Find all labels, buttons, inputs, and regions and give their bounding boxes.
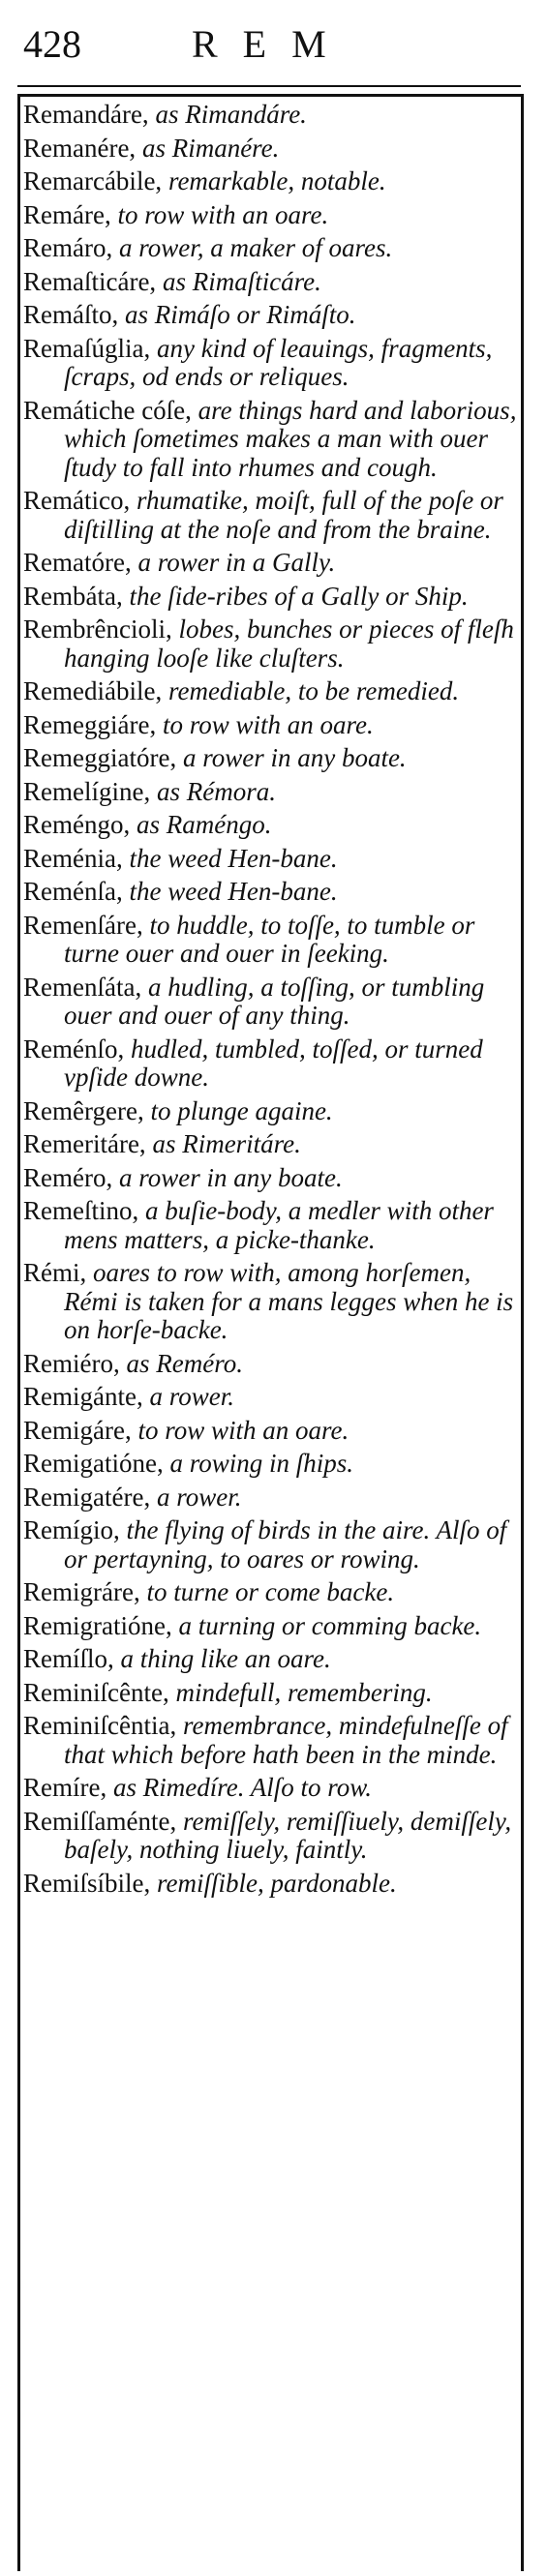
dictionary-entry	[23, 1483, 517, 1513]
entry-definition: oares to row with, among horſemen, Rémi is taken for a mans legges when he is on horſe-backe.	[64, 1258, 514, 1344]
dictionary-entry	[23, 549, 517, 578]
entry-definition: a turning or comming backe.	[171, 1610, 482, 1640]
entry-headword: Remíſlo,	[23, 1644, 114, 1673]
dictionary-entry	[23, 1383, 517, 1412]
dictionary-entry	[23, 912, 517, 969]
dictionary-entry	[23, 1774, 517, 1803]
dictionary-entry	[23, 268, 517, 297]
entry-definition: remiſſible, pardonable.	[150, 1868, 397, 1898]
dictionary-entry	[23, 1197, 517, 1254]
dictionary-entry	[23, 1578, 517, 1607]
entry-definition: as Rimandáre.	[148, 100, 307, 129]
entry-definition: to row with an oare.	[110, 199, 329, 229]
entry-definition: remembrance, mindefulneſſe of that which before hath been in the minde.	[64, 1711, 508, 1769]
dictionary-entry	[23, 1516, 517, 1573]
entry-definition: a rower in any boate.	[176, 743, 407, 772]
dictionary-entry	[23, 487, 517, 544]
entry-definition: as Rimaſticáre.	[156, 266, 321, 296]
entry-definition: to turne or come backe.	[139, 1577, 395, 1606]
dictionary-entry	[23, 301, 517, 330]
dictionary-entry	[23, 101, 517, 130]
entry-definition: to plunge againe.	[143, 1095, 333, 1125]
entry-headword: Reméro,	[23, 1162, 113, 1192]
entry-definition: to huddle, to toſſe, to tumble or turne ouer and ouer in ſeeking.	[64, 910, 475, 968]
entry-headword: Remaſticáre,	[23, 266, 157, 296]
dictionary-entry	[23, 1645, 517, 1674]
entry-definition: a hudling, a toſſing, or tumbling ouer and ouer of any thing.	[64, 972, 485, 1030]
dictionary-entry	[23, 335, 517, 392]
entry-definition: to row with an oare.	[131, 1415, 349, 1445]
entry-headword: Rembáta,	[23, 581, 123, 611]
entry-headword: Remediábile,	[23, 676, 163, 705]
entry-definition: a thing like an oare.	[113, 1644, 331, 1673]
entry-definition: to row with an oare.	[156, 709, 374, 739]
entry-headword: Remáſto,	[23, 300, 119, 329]
entry-headword: Remáro,	[23, 233, 113, 262]
entry-headword: Remiſsíbile,	[23, 1868, 151, 1898]
entry-definition: a rowing in ſhips.	[163, 1449, 353, 1478]
entry-definition: lobes, bunches or pieces of fleſh hanging looſe like cluſters.	[64, 614, 514, 673]
entry-headword: Remaſúglia,	[23, 333, 151, 363]
dictionary-entry	[23, 201, 517, 230]
entry-headword: Remiſſaménte,	[23, 1806, 177, 1836]
entry-definition: a rower, a maker of oares.	[112, 233, 393, 262]
entry-definition: as Rimedíre. Alſo to row.	[106, 1773, 372, 1802]
column-top-rule	[17, 94, 521, 97]
entry-definition: as Rimeritáre.	[145, 1129, 301, 1158]
entry-definition: any kind of leauings, fragments, ſcraps, od ends or reliques.	[64, 333, 493, 391]
entry-definition: remiſſely, remiſſiuely, demiſſely, baſely, nothing liuely, faintly.	[64, 1806, 512, 1864]
entry-headword: Remígio,	[23, 1515, 120, 1544]
entry-definition: the weed Hen-bane.	[122, 877, 338, 906]
dictionary-entry	[23, 1417, 517, 1446]
dictionary-entry	[23, 744, 517, 773]
entry-headword: Remeggiáre,	[23, 709, 157, 739]
entry-definition: the weed Hen-bane.	[122, 843, 338, 873]
entry-headword: Reminiſcêntia,	[23, 1711, 177, 1740]
entry-headword: Remarcábile,	[23, 166, 163, 195]
entry-headword: Remanére,	[23, 133, 137, 163]
entry-headword: Remigatére,	[23, 1482, 151, 1512]
entry-headword: Reméngo,	[23, 810, 131, 839]
entry-definition: as Reméro.	[119, 1348, 243, 1378]
entry-headword: Remigatióne,	[23, 1449, 164, 1478]
running-head: REM	[192, 22, 351, 66]
entry-list	[23, 101, 517, 1902]
dictionary-entry	[23, 811, 517, 840]
dictionary-entry	[23, 135, 517, 164]
entry-headword: Reminiſcênte,	[23, 1677, 169, 1707]
entry-definition: remarkable, notable.	[162, 166, 386, 195]
dictionary-entry	[23, 1712, 517, 1769]
dictionary-entry	[23, 845, 517, 874]
entry-headword: Rembrêncioli,	[23, 614, 172, 644]
dictionary-entry	[23, 778, 517, 807]
dictionary-entry	[23, 1808, 517, 1865]
entry-definition: remediable, to be remedied.	[162, 676, 460, 705]
entry-headword: Remeſtino,	[23, 1196, 139, 1225]
entry-definition: a rower.	[150, 1482, 242, 1512]
dictionary-entry	[23, 1612, 517, 1641]
dictionary-entry	[23, 234, 517, 263]
entry-headword: Remandáre,	[23, 100, 149, 129]
entry-headword: Reménſo,	[23, 1033, 125, 1063]
entry-headword: Remigáre,	[23, 1415, 132, 1445]
dictionary-entry	[23, 677, 517, 706]
entry-definition: a rower in a Gally.	[131, 548, 336, 577]
dictionary-entry	[23, 711, 517, 740]
entry-headword: Remenſáre,	[23, 910, 143, 940]
dictionary-entry	[23, 1130, 517, 1159]
entry-headword: Rémi,	[23, 1258, 87, 1287]
entry-headword: Remeggiatóre,	[23, 743, 177, 772]
entry-definition: as Rimáſo or Rimáſto.	[118, 300, 356, 329]
dictionary-entry	[23, 1450, 517, 1479]
entry-headword: Remigánte,	[23, 1382, 143, 1411]
entry-definition: mindefull, remembering.	[168, 1677, 433, 1707]
page-header	[17, 12, 536, 79]
entry-definition: the flying of birds in the aire. Alſo of or pertayning, to oares or rowing.	[64, 1515, 507, 1573]
dictionary-entry	[23, 1679, 517, 1708]
entry-headword: Remêrgere,	[23, 1095, 144, 1125]
entry-headword: Reménſa,	[23, 877, 123, 906]
entry-headword: Remenſáta,	[23, 972, 142, 1002]
column-right-rule	[521, 94, 524, 2571]
dictionary-entry	[23, 615, 517, 673]
entry-headword: Rematóre,	[23, 548, 132, 577]
entry-definition: are things hard and laborious, which ſometimes makes a man with ouer ſtudy to fall into rhumes and cough.	[64, 395, 517, 482]
dictionary-entry	[23, 1097, 517, 1126]
entry-definition: as Rimanére.	[136, 133, 280, 163]
entry-headword: Remíre,	[23, 1773, 107, 1802]
entry-definition: as Rémora.	[150, 776, 276, 806]
entry-headword: Remeritáre,	[23, 1129, 146, 1158]
entry-definition: rhumatike, moiſt, full of the poſe or diſtilling at the noſe and from the braine.	[64, 486, 503, 544]
entry-headword: Remáre,	[23, 199, 111, 229]
dictionary-entry	[23, 1035, 517, 1093]
page-number: 428	[23, 22, 81, 66]
entry-headword: Remátiche cóſe,	[23, 395, 192, 425]
dictionary-entry	[23, 1350, 517, 1379]
entry-headword: Remelígine,	[23, 776, 151, 806]
entry-definition: as Raméngo.	[130, 810, 272, 839]
dictionary-entry	[23, 167, 517, 196]
entry-definition: a rower.	[142, 1382, 234, 1411]
dictionary-entry	[23, 1259, 517, 1345]
dictionary-entry	[23, 397, 517, 483]
entry-definition: the ſide-ribes of a Gally or Ship.	[122, 581, 469, 611]
entry-headword: Remigratióne,	[23, 1610, 172, 1640]
entry-definition: a rower in any boate.	[112, 1162, 343, 1192]
entry-headword: Remiéro,	[23, 1348, 120, 1378]
header-rule	[17, 85, 521, 87]
dictionary-entry	[23, 1164, 517, 1193]
dictionary-entry	[23, 878, 517, 907]
entry-headword: Reménia,	[23, 843, 123, 873]
entry-definition: a buſie-body, a medler with other mens matters, a picke-thanke.	[64, 1196, 494, 1254]
entry-headword: Remático,	[23, 486, 131, 515]
entry-headword: Remigráre,	[23, 1577, 140, 1606]
dictionary-entry	[23, 1870, 517, 1899]
entry-definition: hudled, tumbled, toſſed, or turned vpſide downe.	[64, 1033, 483, 1092]
column-left-rule	[17, 94, 20, 2571]
dictionary-entry	[23, 973, 517, 1031]
dictionary-entry	[23, 583, 517, 612]
